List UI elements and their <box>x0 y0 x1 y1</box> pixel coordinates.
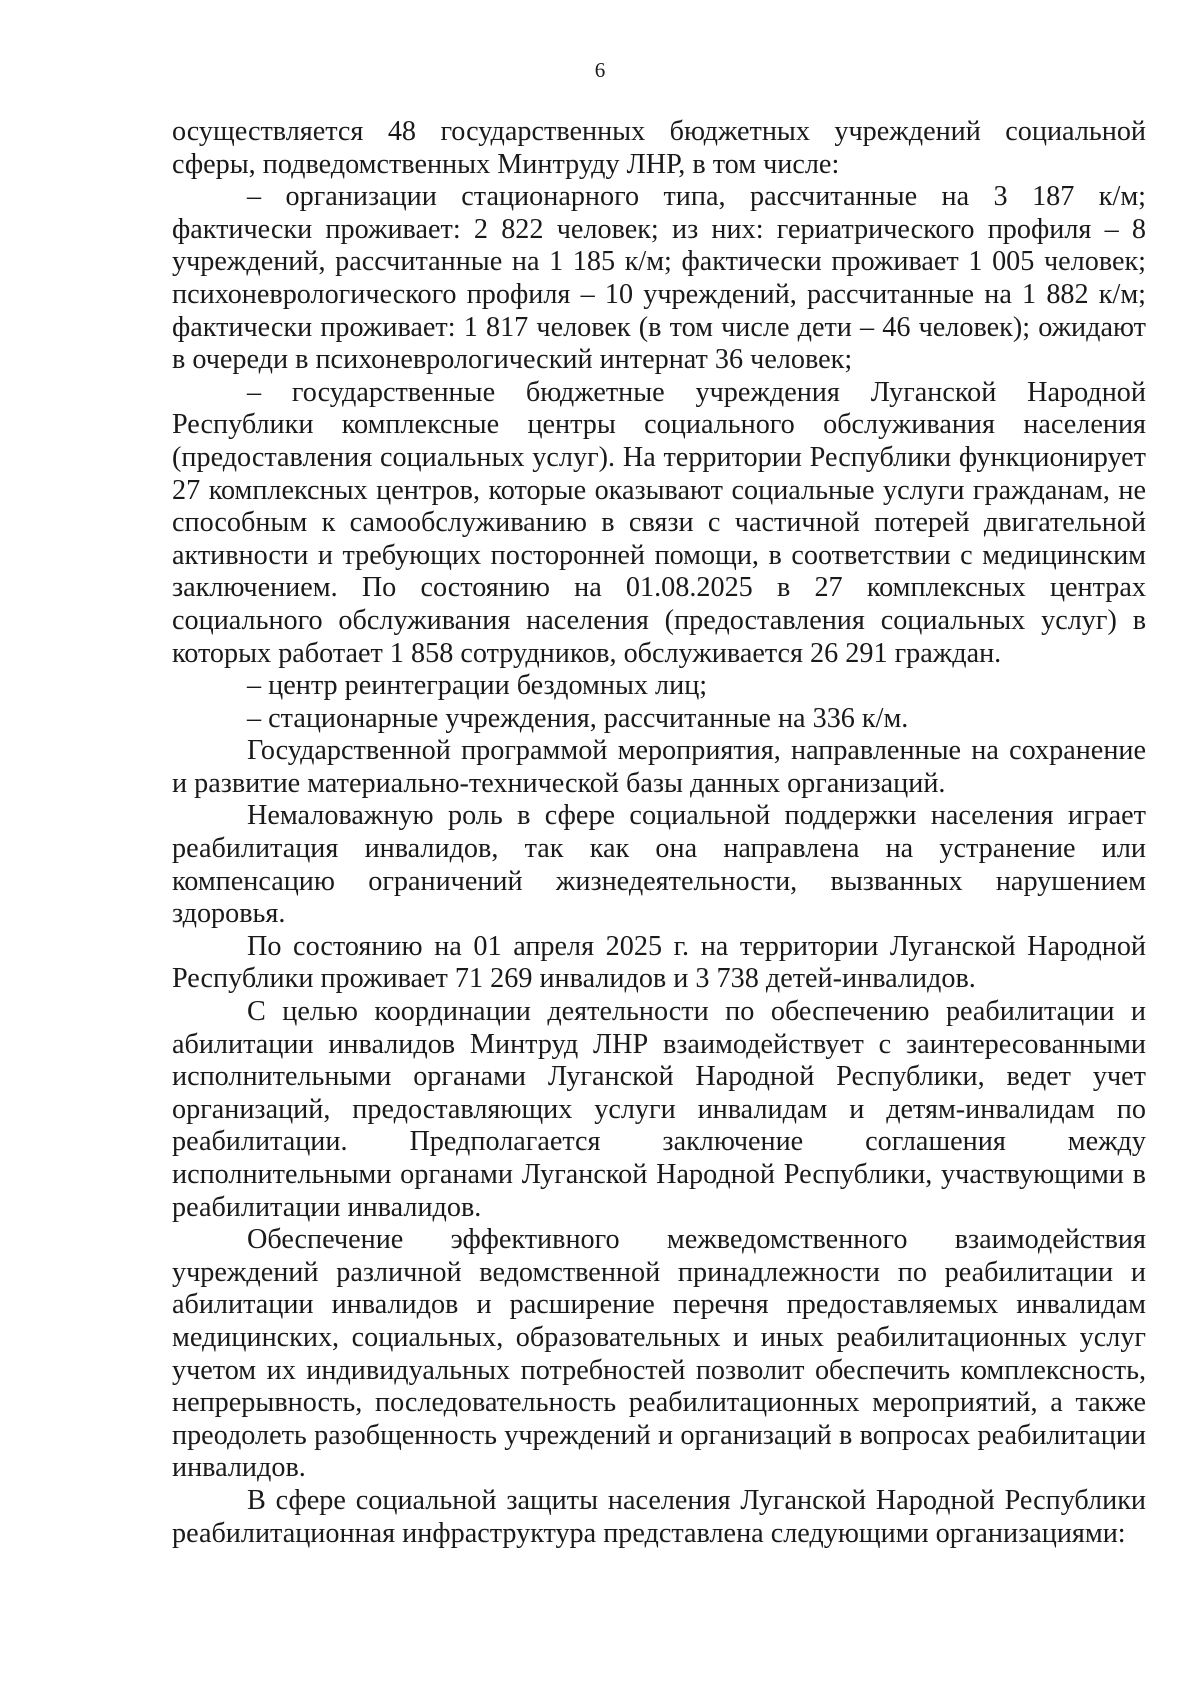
paragraph-coordination: С целью координации деятельности по обеспечению реабилитации и абилитации инвалидов Минтруд ЛНР взаимодействует с заинтересованными исполнительными органами Луганской Народной Республики, ведет учет организаций, предоставляющих услуги инвалидам и детям-инвалидам по реабилитации. Предполагается заключение соглашения между исполнительными органами Луганской Народной Республики, участвующими в реабилитации инвалидов. <box>172 996 1146 1223</box>
paragraph-state-program: Государственной программой мероприятия, направленные на сохранение и развитие материально-технической базы данных организаций. <box>172 735 1146 799</box>
paragraph-interagency-cooperation: Обеспечение эффективного межведомственного взаимодействия учреждений различной ведомственной принадлежности по реабилитации и абилитации инвалидов и расширение перечня предоставляемых инвалидам медицинских, социальных, образовательных и иных реабилитационных услуг учетом их индивидуальных потребностей позволит обеспечить комплексность, непрерывность, последовательность реабилитационных мероприятий, а также преодолеть разобщенность учреждений и организаций в вопросах реабилитации инвалидов. <box>172 1224 1146 1484</box>
paragraph-disability-statistics: По состоянию на 01 апреля 2025 г. на территории Луганской Народной Республики проживает 71 269 инвалидов и 3 738 детей-инвалидов. <box>172 930 1146 995</box>
paragraph-rehabilitation-infrastructure: В сфере социальной защиты населения Луганской Народной Республики реабилитационная инфраструктура представлена следующими организациями: <box>172 1484 1146 1549</box>
paragraph-institutions-intro: осуществляется 48 государственных бюджетных учреждений социальной сферы, подведомственных Минтруду ЛНР, в том числе: <box>172 116 1146 180</box>
paragraph-rehabilitation-role: Немаловажную роль в сфере социальной поддержки населения играет реабилитация инвалидов, так как она направлена на устранение или компенсацию ограничений жизнедеятельности, вызванных нарушением здоровья. <box>172 800 1146 930</box>
paragraph-reintegration-center: – центр реинтеграции бездомных лиц; <box>247 670 708 702</box>
paragraph-stationary-institutions: – стационарные учреждения, рассчитанные на 336 к/м. <box>247 702 909 734</box>
document-body <box>172 116 1146 1550</box>
paragraph-stationary-organizations: – организации стационарного типа, рассчитанные на 3 187 к/м; фактически проживает: 2 822 человек; из них: гериатрического профиля – 8 учреждений, рассчитанные на 1 185 к/м; фактически проживает 1 005 человек; психоневрологического профиля – 10 учреждений, рассчитанные на 1 882 к/м; фактически проживает: 1 817 человек (в том числе дети – 46 человек); ожидают в очереди в психоневрологический интернат 36 человек; <box>172 181 1146 376</box>
paragraph-complex-centers: – государственные бюджетные учреждения Луганской Народной Республики комплексные центры социального обслуживания населения (предоставления социальных услуг). На территории Республики функционирует 27 комплексных центров, которые оказывают социальные услуги гражданам, не способным к самообслуживанию в связи с частичной потерей двигательной активности и требующих посторонней помощи, в соответствии с медицинским заключением. По состоянию на 01.08.2025 в 27 комплексных центрах социального обслуживания населения (предоставления социальных услуг) в которых работает 1 858 сотрудников, обслуживается 26 291 граждан. <box>172 376 1146 669</box>
page-number: 6 <box>594 58 606 82</box>
